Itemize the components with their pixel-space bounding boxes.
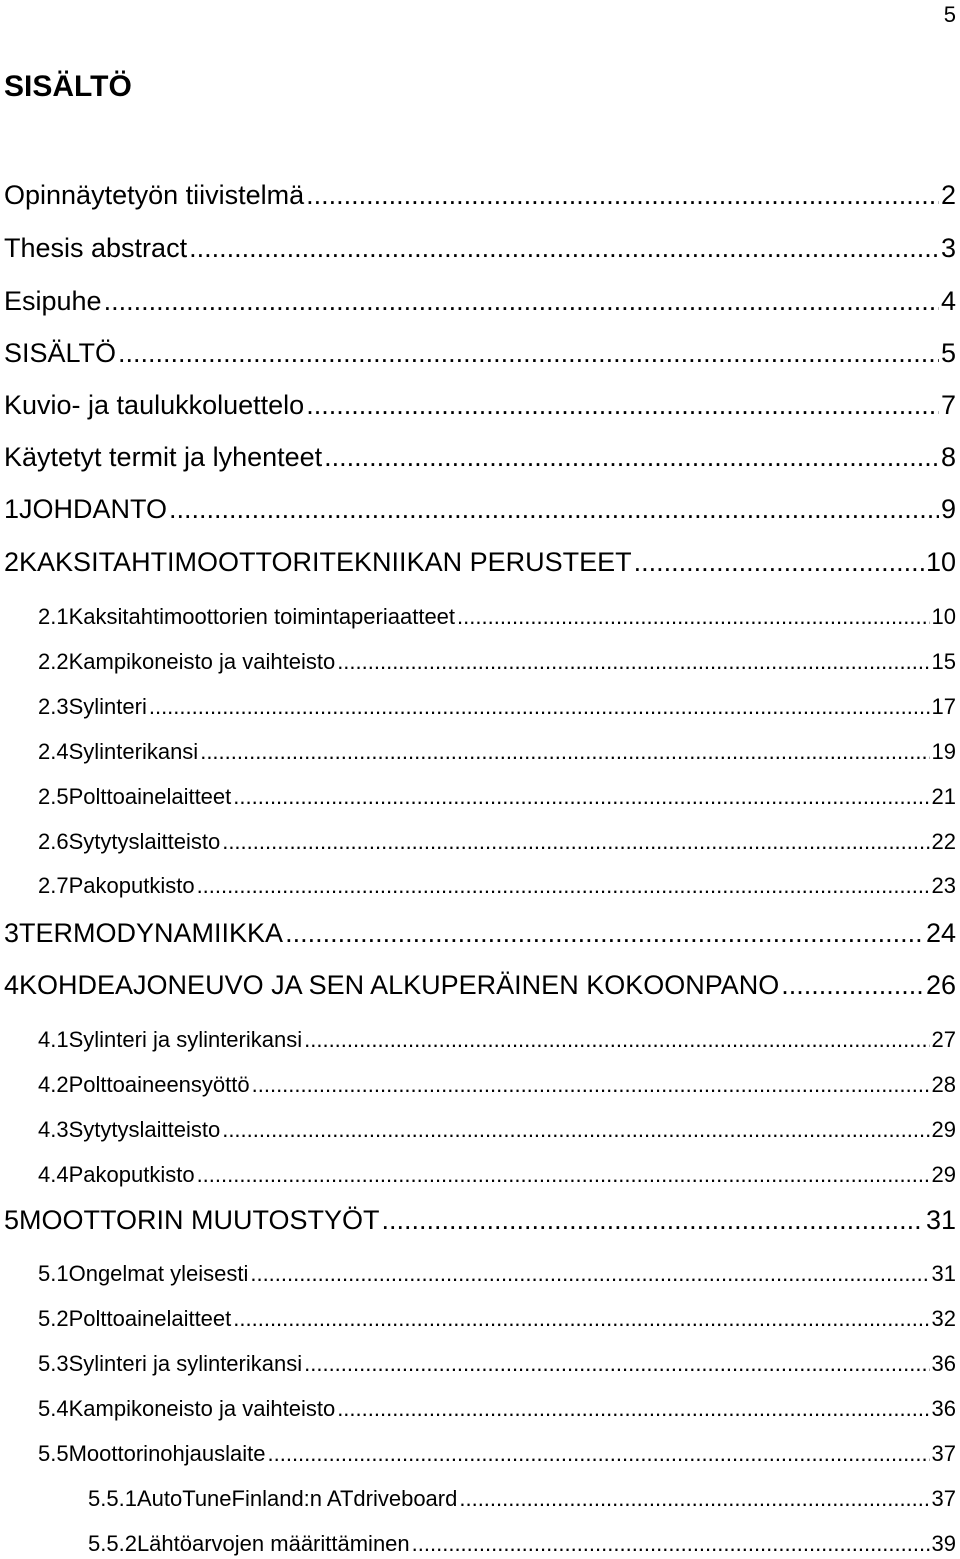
toc-entry[interactable] xyxy=(38,1396,956,1422)
toc-entry-title: Kaksitahtimoottorien toimintaperiaatteet xyxy=(68,604,456,629)
toc-entry[interactable] xyxy=(38,829,956,855)
toc-entry[interactable] xyxy=(38,604,956,630)
toc-leader-dots xyxy=(189,233,939,264)
toc-entry-page: 37 xyxy=(931,1486,956,1511)
toc-entry[interactable] xyxy=(4,970,956,1001)
toc-entry-page: 23 xyxy=(931,873,956,898)
toc-entry[interactable] xyxy=(38,1027,956,1053)
toc-entry-page: 28 xyxy=(931,1072,956,1097)
toc-entry-title: Pakoputkisto xyxy=(68,1162,195,1187)
toc-entry-number: 2.6 xyxy=(38,829,69,854)
toc-entry-title: Sytytyslaitteisto xyxy=(68,1117,221,1142)
toc-entry-page: 15 xyxy=(931,649,956,674)
toc-leader-dots xyxy=(233,784,929,810)
toc-entry[interactable] xyxy=(38,1117,956,1143)
toc-entry[interactable] xyxy=(4,547,956,578)
toc-entry-title: KOHDEAJONEUVO JA SEN ALKUPERÄINEN KOKOONPANO xyxy=(19,970,780,1000)
toc-entry-page: 22 xyxy=(931,829,956,854)
toc-entry-title: Sytytyslaitteisto xyxy=(68,829,221,854)
toc-entry-title: Kuvio- ja taulukkoluettelo xyxy=(4,390,305,420)
toc-entry-title: Sylinterikansi xyxy=(68,739,199,764)
toc-leader-dots xyxy=(197,1162,930,1188)
toc-entry-number: 5.2 xyxy=(38,1306,69,1331)
toc-leader-dots xyxy=(197,873,930,899)
toc-entry-number: 2.2 xyxy=(38,649,69,674)
toc-entry-number: 5.4 xyxy=(38,1396,69,1421)
toc-entry-number: 4 xyxy=(4,970,20,1000)
toc-entry-title: Kampikoneisto ja vaihteisto xyxy=(68,1396,336,1421)
toc-entry-page: 31 xyxy=(925,1205,956,1235)
toc-leader-dots xyxy=(304,1351,929,1377)
toc-entry-page: 2 xyxy=(940,180,956,210)
toc-entry-title: Moottorinohjauslaite xyxy=(68,1441,266,1466)
toc-entry-page: 10 xyxy=(931,604,956,629)
toc-leader-dots xyxy=(324,442,939,473)
toc-entry-page: 3 xyxy=(940,233,956,263)
toc-entry[interactable] xyxy=(4,1205,956,1236)
toc-entry-number: 5.1 xyxy=(38,1261,69,1286)
toc-entry-page: 26 xyxy=(925,970,956,1000)
toc-entry-page: 8 xyxy=(940,442,956,472)
toc-entry-page: 27 xyxy=(931,1027,956,1052)
toc-entry[interactable] xyxy=(4,390,956,421)
toc-entry[interactable] xyxy=(38,784,956,810)
toc-entry-title: AutoTuneFinland:n ATdriveboard xyxy=(136,1486,458,1511)
toc-entry[interactable] xyxy=(38,1162,956,1188)
toc-entry-title: Sylinteri ja sylinterikansi xyxy=(68,1351,303,1376)
toc-entry-page: 17 xyxy=(931,694,956,719)
toc-entry-page: 36 xyxy=(931,1351,956,1376)
toc-entry-title: Polttoaineensyöttö xyxy=(68,1072,250,1097)
toc-entry-number: 1 xyxy=(4,494,20,524)
toc-entry-number: 2.4 xyxy=(38,739,69,764)
toc-entry-title: Opinnäytetyön tiivistelmä xyxy=(4,180,305,210)
toc-entry[interactable] xyxy=(38,1306,956,1332)
toc-entry-number: 5.3 xyxy=(38,1351,69,1376)
toc-entry-page: 29 xyxy=(931,1117,956,1142)
toc-entry-page: 4 xyxy=(940,286,956,316)
toc-heading: SISÄLTÖ xyxy=(4,70,132,103)
toc-leader-dots xyxy=(412,1531,930,1557)
toc-entry-title: Käytetyt termit ja lyhenteet xyxy=(4,442,323,472)
toc-entry-page: 31 xyxy=(931,1261,956,1286)
toc-entry[interactable] xyxy=(38,1441,956,1467)
toc-entry-title: Polttoainelaitteet xyxy=(68,784,232,809)
toc-entry-title: Sylinteri xyxy=(68,694,147,719)
toc-entry-number: 5.5 xyxy=(38,1441,69,1466)
toc-entry-page: 29 xyxy=(931,1162,956,1187)
toc-leader-dots xyxy=(304,1027,929,1053)
toc-entry-page: 9 xyxy=(940,494,956,524)
toc-leader-dots xyxy=(285,918,924,949)
toc-entry[interactable] xyxy=(38,1261,956,1287)
toc-entry[interactable] xyxy=(4,918,956,949)
toc-entry[interactable] xyxy=(4,286,956,317)
toc-leader-dots xyxy=(222,1117,929,1143)
toc-leader-dots xyxy=(459,1486,929,1512)
toc-entry-number: 4.4 xyxy=(38,1162,69,1187)
toc-entry-number: 2.3 xyxy=(38,694,69,719)
toc-entry-number: 2.5 xyxy=(38,784,69,809)
toc-entry-title: Kampikoneisto ja vaihteisto xyxy=(68,649,336,674)
toc-entry-number: 5 xyxy=(4,1205,20,1235)
toc-leader-dots xyxy=(781,970,924,1001)
toc-entry[interactable] xyxy=(38,649,956,675)
toc-entry-number: 4.1 xyxy=(38,1027,69,1052)
toc-leader-dots xyxy=(118,338,939,369)
toc-entry-title: Sylinteri ja sylinterikansi xyxy=(68,1027,303,1052)
toc-entry-number: 5.5.2 xyxy=(88,1531,137,1556)
toc-entry[interactable] xyxy=(4,180,956,211)
toc-entry[interactable] xyxy=(4,338,956,369)
toc-entry-page: 32 xyxy=(931,1306,956,1331)
toc-leader-dots xyxy=(233,1306,929,1332)
toc-entry-title: KAKSITAHTIMOOTTORITEKNIIKAN PERUSTEET xyxy=(19,547,632,577)
toc-entry-title: Ongelmat yleisesti xyxy=(68,1261,249,1286)
toc-entry-number: 4.3 xyxy=(38,1117,69,1142)
toc-entry-page: 21 xyxy=(931,784,956,809)
toc-leader-dots xyxy=(149,694,930,720)
toc-entry-number: 4.2 xyxy=(38,1072,69,1097)
toc-entry[interactable] xyxy=(4,233,956,264)
toc-leader-dots xyxy=(457,604,929,630)
toc-entry-page: 10 xyxy=(925,547,956,577)
toc-entry-title: Lähtöarvojen määrittäminen xyxy=(136,1531,410,1556)
toc-entry-number: 3 xyxy=(4,918,20,948)
toc-leader-dots xyxy=(252,1072,930,1098)
toc-leader-dots xyxy=(200,739,929,765)
toc-entry[interactable] xyxy=(88,1531,956,1557)
toc-leader-dots xyxy=(634,547,924,578)
toc-entry[interactable] xyxy=(88,1486,956,1512)
toc-leader-dots xyxy=(268,1441,930,1467)
toc-entry-title: SISÄLTÖ xyxy=(4,338,117,368)
toc-entry[interactable] xyxy=(4,494,956,525)
toc-entry-title: Esipuhe xyxy=(4,286,102,316)
toc-leader-dots xyxy=(306,390,939,421)
toc-leader-dots xyxy=(222,829,929,855)
toc-leader-dots xyxy=(250,1261,929,1287)
toc-leader-dots xyxy=(337,1396,929,1422)
toc-entry-page: 36 xyxy=(931,1396,956,1421)
toc-entry[interactable] xyxy=(4,442,956,473)
toc-leader-dots xyxy=(169,494,939,525)
toc-entry-page: 19 xyxy=(931,739,956,764)
page-number: 5 xyxy=(943,2,956,27)
toc-entry-title: Polttoainelaitteet xyxy=(68,1306,232,1331)
toc-leader-dots xyxy=(337,649,929,675)
toc-entry[interactable] xyxy=(38,694,956,720)
toc-leader-dots xyxy=(306,180,939,211)
toc-entry[interactable] xyxy=(38,739,956,765)
toc-entry[interactable] xyxy=(38,1072,956,1098)
toc-leader-dots xyxy=(104,286,939,317)
toc-entry-page: 39 xyxy=(931,1531,956,1556)
toc-entry[interactable] xyxy=(38,1351,956,1377)
toc-leader-dots xyxy=(382,1205,924,1236)
toc-entry-number: 2 xyxy=(4,547,20,577)
toc-entry-title: TERMODYNAMIIKKA xyxy=(19,918,284,948)
toc-entry-number: 2.1 xyxy=(38,604,69,629)
toc-entry-title: MOOTTORIN MUUTOSTYÖT xyxy=(19,1205,380,1235)
toc-entry-page: 7 xyxy=(940,390,956,420)
toc-entry[interactable] xyxy=(38,873,956,899)
toc-entry-number: 5.5.1 xyxy=(88,1486,137,1511)
toc-entry-title: Thesis abstract xyxy=(4,233,188,263)
toc-entry-title: Pakoputkisto xyxy=(68,873,195,898)
toc-entry-number: 2.7 xyxy=(38,873,69,898)
toc-entry-page: 37 xyxy=(931,1441,956,1466)
toc-entry-page: 5 xyxy=(940,338,956,368)
toc-entry-page: 24 xyxy=(925,918,956,948)
toc-entry-title: JOHDANTO xyxy=(19,494,168,524)
